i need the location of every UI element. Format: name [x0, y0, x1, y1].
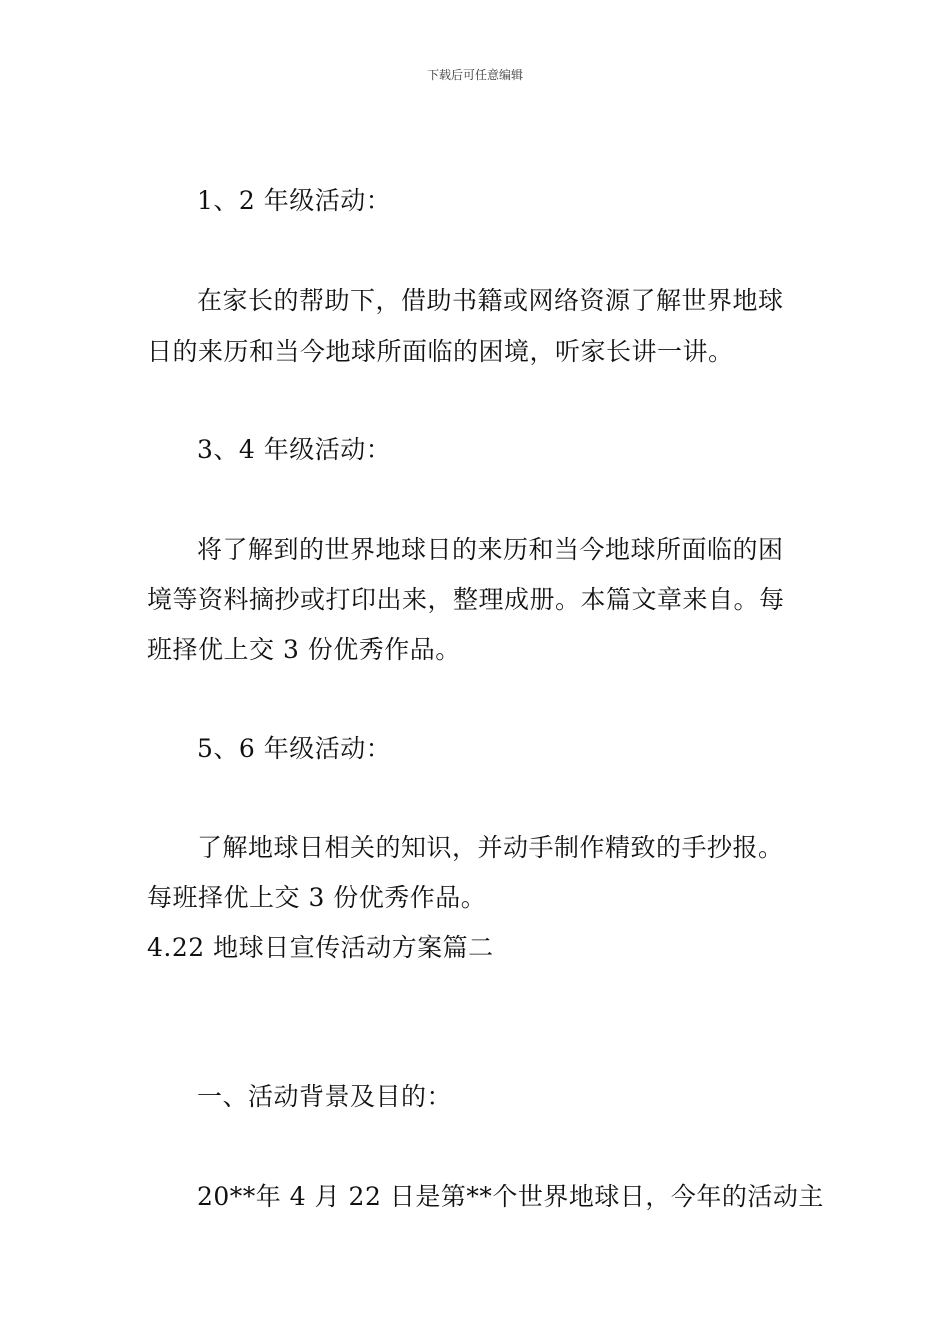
paragraph-line: 日的来历和当今地球所面临的困境，听家长讲一讲。 — [147, 337, 734, 366]
paragraph-line: 20**年 4 月 22 日是第**个世界地球日，今年的活动主 — [197, 1182, 824, 1211]
grade-3-4-heading: 3、4 年级活动： — [197, 435, 392, 464]
paragraph-line: 每班择优上交 3 份优秀作品。 — [147, 883, 487, 912]
grade-5-6-heading: 5、6 年级活动： — [197, 734, 392, 763]
paragraph-line: 班择优上交 3 份优秀作品。 — [147, 635, 461, 664]
page-header-note: 下载后可任意编辑 — [426, 68, 523, 82]
grade-1-2-heading: 1、2 年级活动： — [197, 186, 392, 215]
paragraph-line: 在家长的帮助下，借助书籍或网络资源了解世界地球 — [197, 286, 784, 315]
section-title: 4.22 地球日宣传活动方案篇二 — [147, 933, 494, 962]
paragraph-line: 了解地球日相关的知识，并动手制作精致的手抄报。 — [197, 833, 784, 862]
paragraph-line: 境等资料摘抄或打印出来，整理成册。本篇文章来自。每 — [147, 585, 785, 614]
paragraph-line: 将了解到的世界地球日的来历和当今地球所面临的困 — [197, 535, 784, 564]
section-heading: 一、活动背景及目的： — [197, 1082, 453, 1111]
